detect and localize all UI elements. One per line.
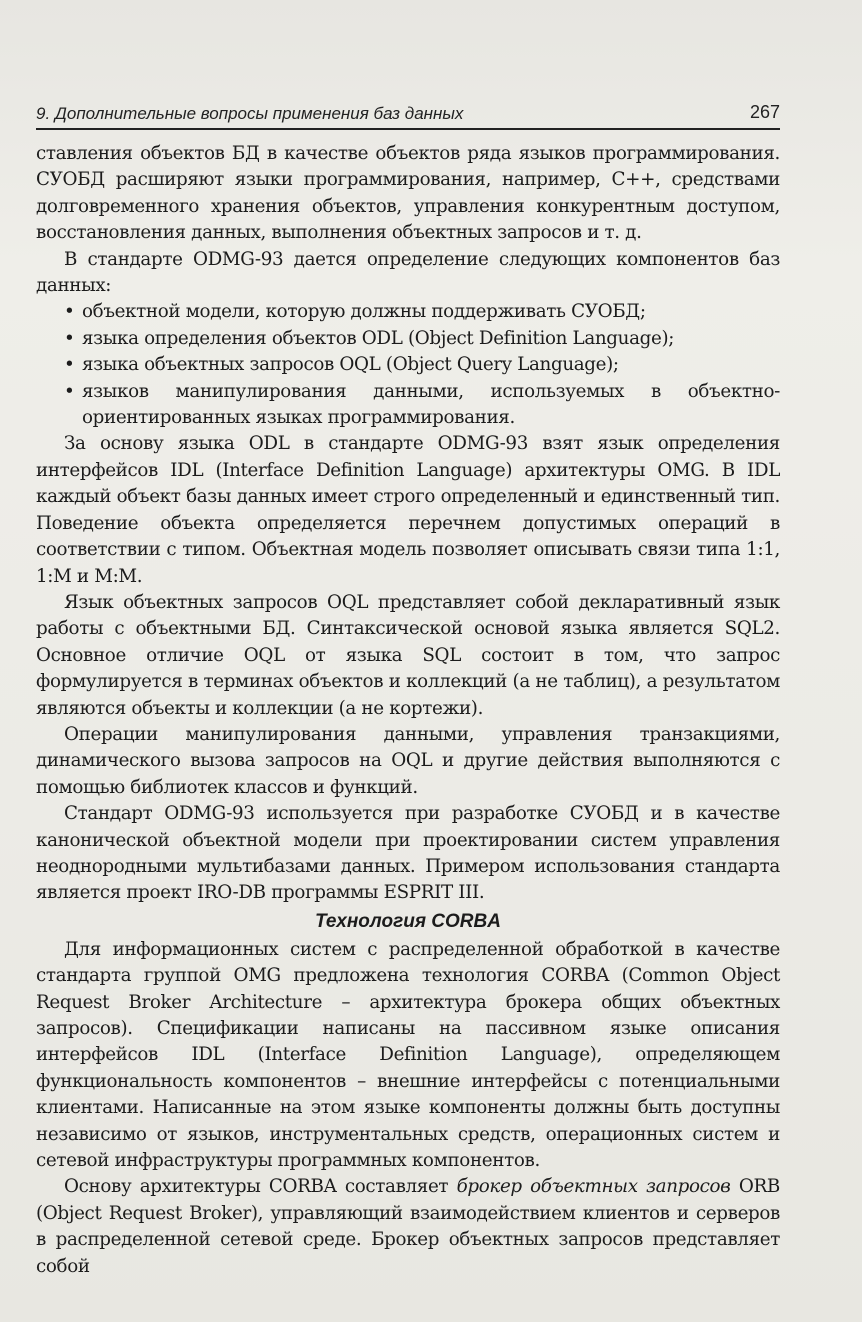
components-list: [36, 299, 780, 431]
list-item: [64, 326, 780, 352]
orb-text-end: ORB (Object Request Broker), управляющий взаимодействием клиентов и серверов в распределенной сетевой среде. Брокер объектных запросов представляет собой: [36, 1176, 780, 1277]
page-number: 267: [749, 102, 780, 122]
list-item: [64, 352, 780, 378]
chapter-title: 9. Дополнительные вопросы применения баз данных: [36, 104, 464, 123]
paragraph-operations: Операции манипулирования данными, управления транзакциями, динамического вызова запросов на OQL и другие действия выполняются с помощью библиотек классов и функций.: [36, 723, 780, 798]
bullet-icon: •: [64, 380, 75, 402]
bullet-icon: •: [64, 354, 75, 376]
list-item-text: языков манипулирования данными, используемых в объектно-ориентированных языках программирования.: [82, 380, 780, 429]
paragraph-oql: Язык объектных запросов OQL представляет собой декларативный язык работы с объектными БД. Синтаксической основой языка является SQL2. Основное отличие OQL от языка SQL состоит в том, что запрос формулируется в терминах объектов и коллекций (а не таблиц), а результатом являются объекты и коллекции (а не кортежи).: [36, 591, 780, 719]
bullet-icon: •: [64, 301, 75, 323]
page-body: [36, 141, 780, 1280]
paragraph-orb: [36, 1174, 780, 1280]
paragraph-odmg-usage: Стандарт ODMG-93 используется при разработке СУОБД и в качестве канонической объектной модели при проектировании систем управления неоднородными мультибазами данных. Примером использования стандарта является проект IRO-DB программы ESPRIT III.: [36, 803, 780, 904]
paragraph-odl: За основу языка ODL в стандарте ODMG-93 взят язык определения интерфейсов IDL (Interface Definition Language) архитектуры OMG. В IDL каждый объект базы данных имеет строго определенный и единственный тип. Поведение объекта определяется перечнем допустимых операций в соответствии с типом. Объектная модель позволяет описывать связи типа 1:1, 1:М и М:М.: [36, 433, 780, 587]
list-item: [64, 299, 780, 325]
section-heading: Технология CORBA: [315, 910, 501, 932]
list-item-text: языка определения объектов ODL (Object Definition Language);: [82, 327, 675, 349]
paragraph-continued: ставления объектов БД в качестве объектов ряда языков программирования. СУОБД расширяют языки программирования, например, С++, средствами долговременного хранения объектов, управления конкурентным доступом, восстановления данных, выполнения объектных запросов и т. д.: [36, 143, 780, 244]
paragraph-corba-intro: Для информационных систем с распределенной обработкой в качестве стандарта группой OMG предложена технология CORBA (Common Object Request Broker Architecture – архитектура брокера общих объектных запросов). Спецификации написаны на пассивном языке описания интерфейсов IDL (Interface Definition Language), определяющем функциональность компонентов – внешние интерфейсы с потенциальными клиентами. Написанные на этом языке компоненты должны быть доступны независимо от языков, инструментальных средств, операционных систем и сетевой инфраструктуры программных компонентов.: [36, 938, 780, 1172]
list-item: [64, 379, 780, 432]
list-item-text: объектной модели, которую должны поддерживать СУОБД;: [82, 301, 646, 323]
orb-term: брокер объектных запросов: [456, 1176, 731, 1198]
orb-text-start: Основу архитектуры CORBA составляет: [64, 1176, 457, 1198]
bullet-icon: •: [64, 327, 75, 349]
paragraph-odmg-intro: В стандарте ODMG-93 дается определение следующих компонентов баз данных:: [36, 248, 780, 297]
running-header: [36, 104, 780, 130]
list-item-text: языка объектных запросов OQL (Object Query Language);: [82, 354, 619, 376]
